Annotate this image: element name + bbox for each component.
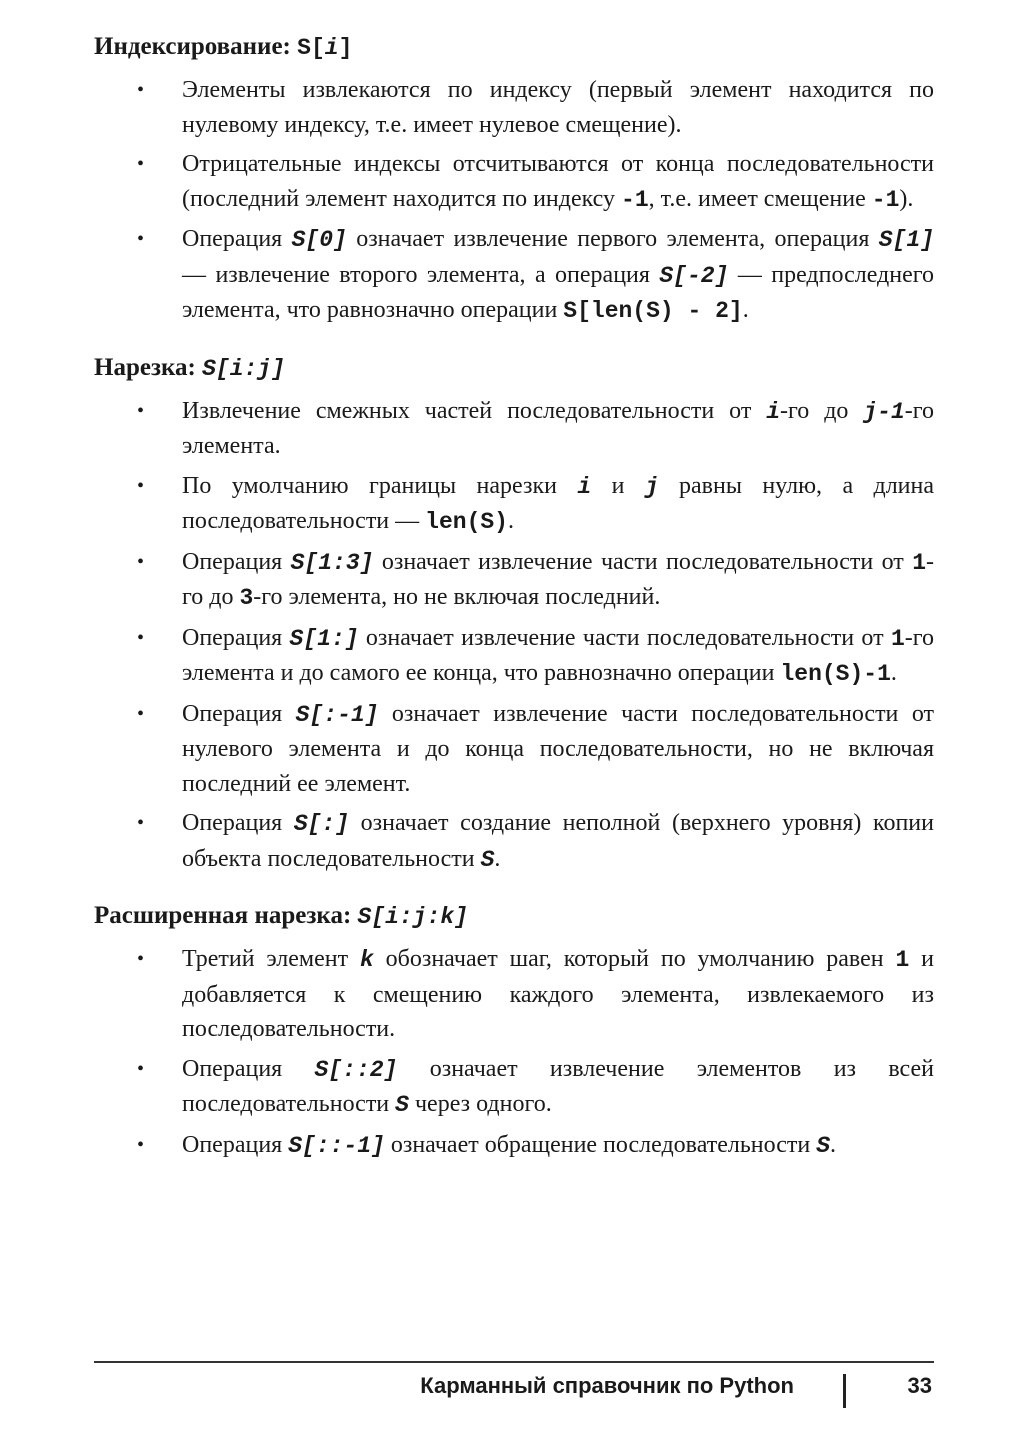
bullet-icon: • [137,626,145,649]
section-slicing [94,351,934,878]
heading-label: Нарезка: [94,353,203,381]
footer-book-title: Карманный справочник по Python [420,1373,794,1398]
bullet-icon: • [137,399,145,422]
list-item: • Операция S[1:3] означает извлечение части последовательности от 1-го до 3-го элемента, но не включая последний. [94,545,934,616]
list-item: • Операция S[::-1] означает обращение последовательности S. [94,1128,934,1164]
bullet-list-extended-slicing [94,942,934,1163]
section-indexing [94,30,934,329]
bullet-icon: • [137,79,145,101]
list-item: • Операция S[:-1] означает извлечение части последовательности от нулевого элемента и до конца последовательности, но не включая последний ее элемент. [94,697,934,802]
bullet-icon: • [137,812,145,834]
section-heading-slicing [94,351,934,386]
bullet-icon: • [137,550,145,573]
heading-label: Расширенная нарезка: [94,902,358,929]
section-heading-indexing [94,30,934,65]
bullet-icon: • [137,1133,145,1156]
section-heading-extended-slicing [94,899,934,934]
heading-label: Индексирование: [94,33,298,60]
list-item: • Элементы извлекаются по индексу (первый элемент находится по нулевому индексу, т.е. имеет нулевое смещение). [94,73,934,142]
bullet-icon: • [137,474,145,497]
list-item: • Операция S[1:] означает извлечение части последовательности от 1-го элемента и до самого ее конца, что равнозначно операции len(S)-1. [94,621,934,692]
list-item: • Операция S[:] означает создание неполной (верхнего уровня) копии объекта последовательности S. [94,806,934,877]
bullet-icon: • [137,228,145,250]
bullet-list-slicing [94,394,934,878]
bullet-icon: • [137,153,145,175]
bullet-icon: • [137,948,145,970]
list-item: • Извлечение смежных частей последовательности от i-го до j-1-го элемента. [94,394,934,464]
list-item: • Операция S[0] означает извлечение первого элемента, операция S[1] — извлечение второго элемента, а операция S[-2] — предпоследнего элемента, что равнозначно операции S[len(S) - 2]. [94,222,934,329]
page-number: 33 [907,1373,932,1398]
list-item: • По умолчанию границы нарезки i и j равны нулю, а длина последовательности — len(S). [94,469,934,540]
heading-code: S[i:j] [202,355,285,382]
bullet-icon: • [137,1057,145,1080]
footer-divider [94,1361,934,1363]
heading-code: S[i] [297,35,353,61]
footer-separator [843,1374,846,1408]
list-item: • Третий элемент k обозначает шаг, который по умолчанию равен 1 и добавляется к смещению каждого элемента, извлекаемого из последовательности. [94,942,934,1047]
bullet-list-indexing [94,73,934,329]
list-item: • Отрицательные индексы отсчитываются от конца последовательности (последний элемент находится по индексу -1, т.е. имеет смещение -1). [94,147,934,217]
bullet-icon: • [137,702,145,725]
page-content [94,30,934,1185]
heading-code: S[i:j:k] [357,904,468,930]
section-extended-slicing [94,899,934,1163]
list-item: • Операция S[::2] означает извлечение элементов из всей последовательности S через одного. [94,1052,934,1123]
